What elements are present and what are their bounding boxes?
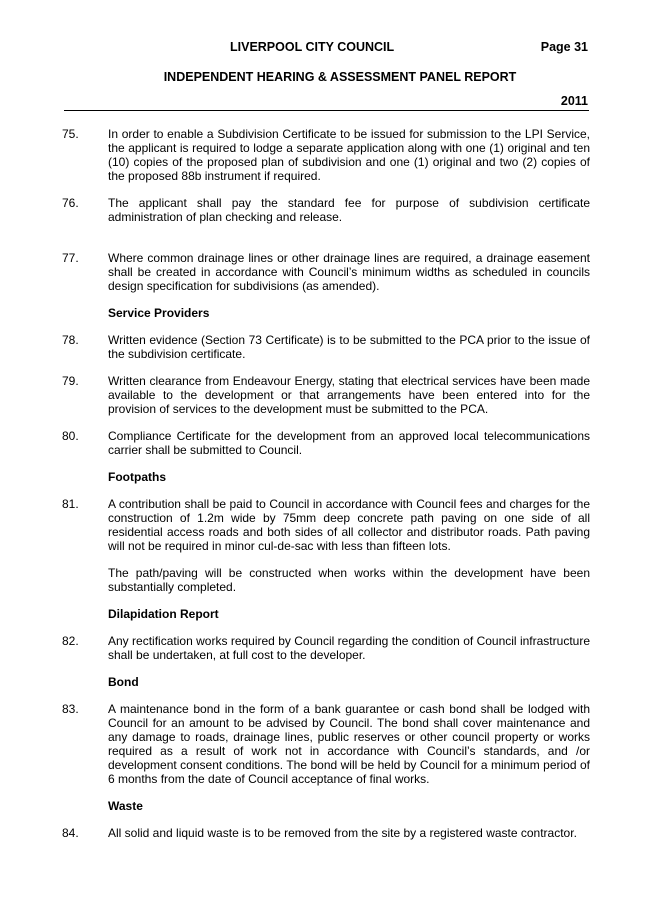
section-heading-waste: Waste <box>108 799 143 813</box>
condition-text: All solid and liquid waste is to be removed from the site by a registered waste contractor. <box>108 826 577 840</box>
report-year: 2011 <box>560 94 588 108</box>
section-heading-service-providers: Service Providers <box>108 306 210 320</box>
condition-75 <box>62 127 590 183</box>
condition-80 <box>62 429 590 457</box>
council-name: LIVERPOOL CITY COUNCIL <box>230 40 395 54</box>
condition-text: Any rectification works required by Council regarding the condition of Council infrastructure shall be undertaken, at full cost to the developer. <box>108 634 590 662</box>
condition-number: 75. <box>62 127 79 141</box>
condition-number: 83. <box>62 702 79 716</box>
report-title: INDEPENDENT HEARING & ASSESSMENT PANEL REPORT <box>163 70 517 84</box>
section-heading-bond: Bond <box>108 675 139 689</box>
condition-number: 78. <box>62 333 79 347</box>
header-rule <box>64 110 589 111</box>
condition-text: The applicant shall pay the standard fee for purpose of subdivision certificate administration of plan checking and release. <box>108 196 590 224</box>
condition-number: 77. <box>62 251 79 265</box>
condition-text: Written evidence (Section 73 Certificate) is to be submitted to the PCA prior to the issue of the subdivision certificate. <box>108 333 590 361</box>
document-body <box>62 127 590 840</box>
condition-number: 81. <box>62 497 79 511</box>
condition-number: 80. <box>62 429 79 443</box>
condition-number: 82. <box>62 634 79 648</box>
condition-number: 76. <box>62 196 79 210</box>
condition-number: 79. <box>62 374 79 388</box>
condition-83 <box>62 702 590 786</box>
condition-text: In order to enable a Subdivision Certificate to be issued for submission to the LPI Service, the applicant is required to lodge a separate application along with one (1) original and ten (10) copies of the proposed plan of subdivision and one (1) original and two (2) copies of the proposed 88b instrument if required. <box>108 127 590 183</box>
condition-81-continued: The path/paving will be constructed when works within the development have been substantially completed. <box>108 566 590 594</box>
section-heading-dilapidation: Dilapidation Report <box>108 607 219 621</box>
condition-77 <box>62 251 590 293</box>
page-number: Page 31 <box>540 40 588 54</box>
condition-text: Compliance Certificate for the development from an approved local telecommunications carrier shall be submitted to Council. <box>108 429 590 457</box>
condition-78 <box>62 333 590 361</box>
condition-number: 84. <box>62 826 79 840</box>
condition-text: A contribution shall be paid to Council in accordance with Council fees and charges for the construction of 1.2m wide by 75mm deep concrete path paving on one side of all residential access roads and both sides of all collector and distributor roads. Path paving will not be required in minor cul-de-sac with less than fifteen lots. <box>108 497 590 553</box>
condition-76 <box>62 196 590 224</box>
condition-text: Where common drainage lines or other drainage lines are required, a drainage easement shall be created in accordance with Council’s minimum widths as scheduled in councils design specification for subdivisions (as amended). <box>108 251 590 293</box>
condition-79 <box>62 374 590 416</box>
condition-84 <box>62 826 590 840</box>
condition-81 <box>62 497 590 553</box>
condition-82 <box>62 634 590 662</box>
condition-text: A maintenance bond in the form of a bank guarantee or cash bond shall be lodged with Council for an amount to be advised by Council. The bond shall cover maintenance and any damage to roads, drainage lines, public reserves or other council property or works required as a result of work not in accordance with Council’s standards, and /or development consent conditions. The bond will be held by Council for a minimum period of 6 months from the date of Council acceptance of final works. <box>108 702 590 786</box>
section-heading-footpaths: Footpaths <box>108 470 166 484</box>
condition-text: Written clearance from Endeavour Energy, stating that electrical services have been made available to the development or that arrangements have been entered into for the provision of services to the development must be submitted to the PCA. <box>108 374 590 416</box>
